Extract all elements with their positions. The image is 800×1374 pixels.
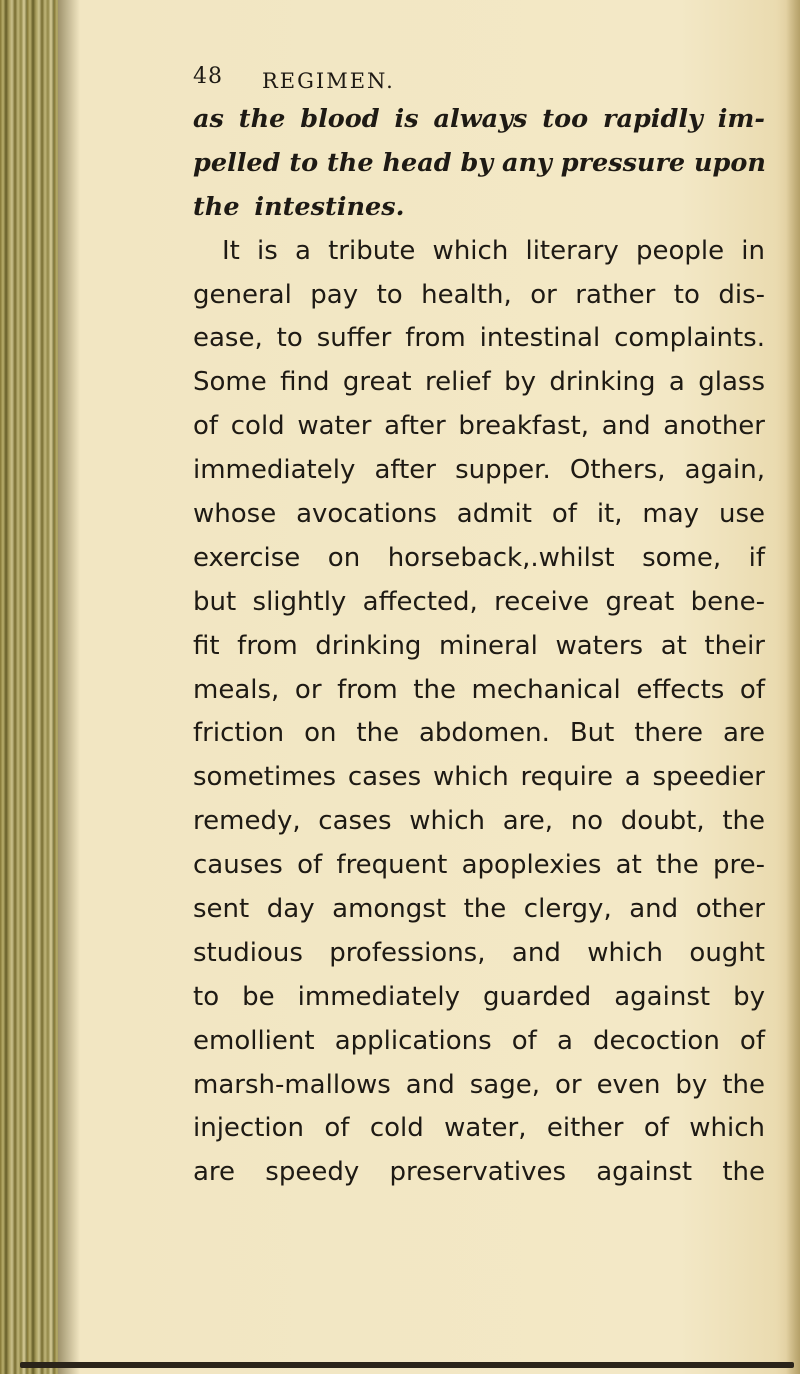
text-line: ease, to suffer from intestinal complaints. (193, 323, 765, 354)
text-line: studious professions, and which ought (193, 937, 765, 968)
text-line: It is a tribute which literary people in (222, 235, 765, 266)
text-line: causes of frequent apoplexies at the pre- (193, 850, 765, 881)
text-line: to be immediately guarded against by (193, 981, 765, 1012)
page-number: 48 (193, 64, 223, 89)
text-line: immediately after supper. Others, again, (193, 455, 765, 486)
text-line: sent day amongst the clergy, and other (193, 894, 765, 925)
book-binding (0, 0, 58, 1374)
text-line: of cold water after breakfast, and another (193, 411, 765, 442)
text-line: pelled to the head by any pressure upon (193, 147, 766, 178)
body-text (193, 98, 765, 1195)
text-line: general pay to health, or rather to dis- (193, 279, 765, 310)
text-line: as the blood is always too rapidly im- (193, 104, 765, 134)
text-line: meals, or from the mechanical effects of (193, 674, 765, 705)
text-line: are speedy preservatives against the (193, 1157, 765, 1188)
text-line: emollient applications of a decoction of (193, 1025, 765, 1056)
text-line: friction on the abdomen. But there are (193, 718, 765, 749)
running-head: REGIMEN. (262, 69, 395, 93)
text-line: fit from drinking mineral waters at their (193, 630, 765, 661)
gutter-shadow (58, 0, 80, 1374)
text-line: the intestines. (193, 191, 405, 222)
text-line: marsh-mallows and sage, or even by the (193, 1069, 765, 1100)
text-line: injection of cold water, either of which (193, 1113, 765, 1144)
text-line: exercise on horseback,.whilst some, if (193, 542, 765, 573)
text-line: Some find great relief by drinking a glass (193, 367, 765, 398)
text-line: whose avocations admit of it, may use (193, 499, 765, 530)
text-line: but slightly affected, receive great bene- (193, 586, 765, 617)
bottom-rule (20, 1362, 794, 1368)
page-edge (786, 0, 800, 1374)
text-line: remedy, cases which are, no doubt, the (193, 806, 765, 837)
text-line: sometimes cases which require a speedier (193, 762, 765, 793)
